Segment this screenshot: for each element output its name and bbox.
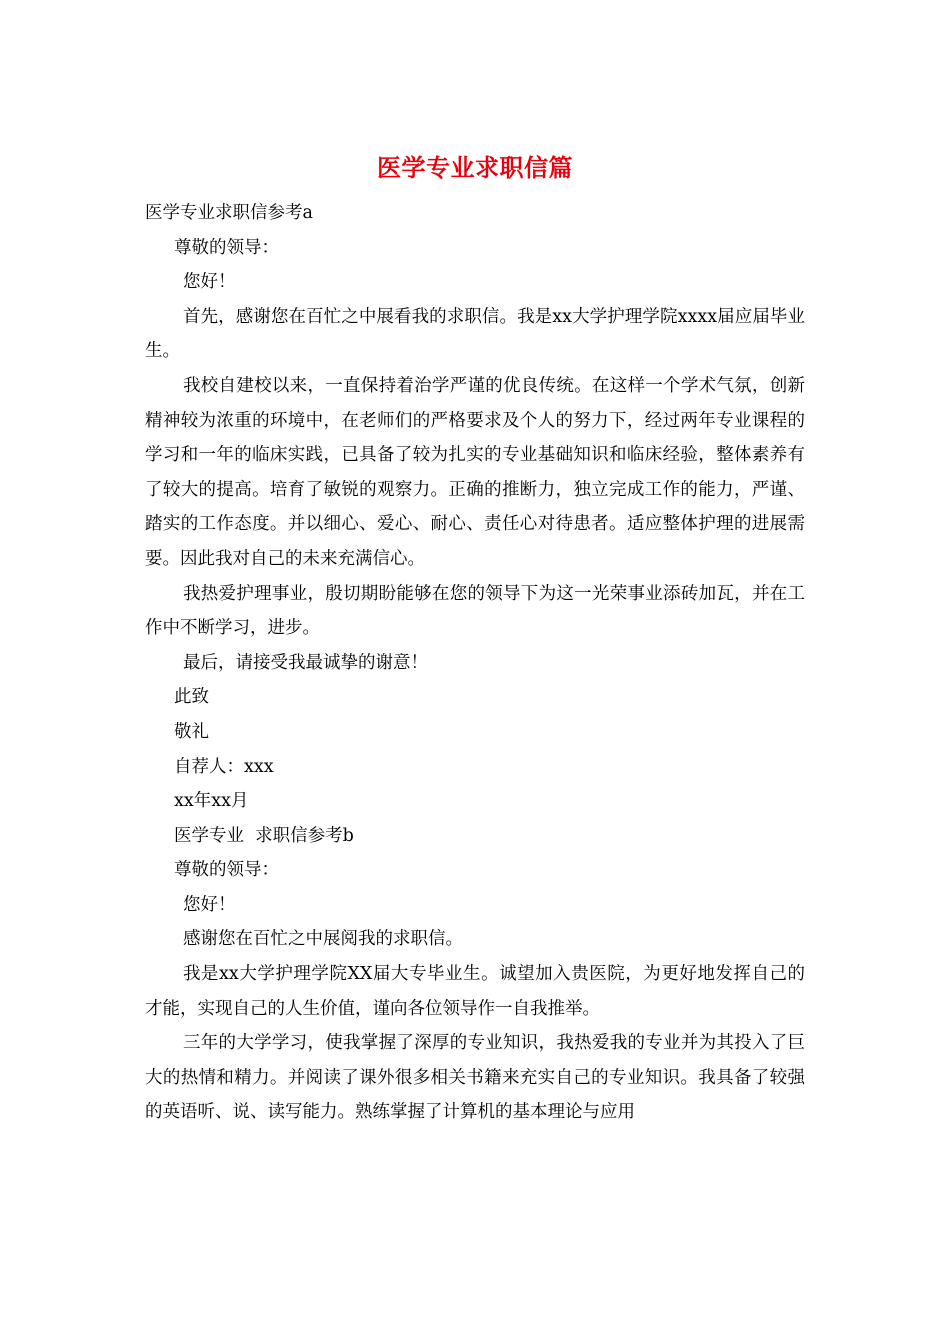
paragraph: 尊敬的领导： <box>174 860 279 881</box>
paragraph: 我校自建校以来，一直保持着治学严谨的优良传统。在这样一个学术气氛，创新精神较为浓重的环境中，在老师们的严格要求及个人的努力下，经过两年专业课程的学习和一年的临床实践，已具备了较为扎实的专业基础知识和临床经验，整体素养有了较大的提高。培育了敏锐的观察力。正确的推断力，独立完成工作的能力，严谨、踏实的工作态度。并以细心、爱心、耐心、责任心对待患者。适应整体护理的进展需要。因此我对自己的未来充满信心。 <box>145 375 805 569</box>
paragraph: 首先，感谢您在百忙之中展看我的求职信。我是xx大学护理学院xxxx届应届毕业生。 <box>145 306 805 362</box>
paragraph: 敬礼 <box>174 721 209 742</box>
document-body <box>145 196 805 1130</box>
paragraph: 我是xx大学护理学院XX届大专毕业生。诚望加入贵医院，为更好地发挥自己的才能，实现自己的人生价值，谨向各位领导作一自我推举。 <box>145 964 805 1019</box>
paragraph: xx年xx月 <box>174 791 249 812</box>
paragraph: 医学专业求职信参考a <box>145 203 313 223</box>
paragraph: 医学专业 求职信参考b <box>174 825 354 846</box>
paragraph: 感谢您在百忙之中展阅我的求职信。 <box>183 929 463 950</box>
paragraph: 您好！ <box>183 272 236 293</box>
paragraph: 三年的大学学习，使我掌握了深厚的专业知识，我热爱我的专业并为其投入了巨大的热情和精力。并阅读了课外很多相关书籍来充实自己的专业知识。我具备了较强的英语听、说、读写能力。熟练掌握了计算机的基本理论与应用 <box>145 1033 805 1123</box>
paragraph: 自荐人：xxx <box>174 756 274 777</box>
paragraph: 尊敬的领导： <box>174 237 279 258</box>
paragraph: 最后，请接受我最诚挚的谢意！ <box>183 652 428 673</box>
paragraph: 您好！ <box>183 894 236 915</box>
document-title: 医学专业求职信篇 <box>377 153 573 182</box>
paragraph: 此致 <box>174 687 209 708</box>
paragraph: 我热爱护理事业，殷切期盼能够在您的领导下为这一光荣事业添砖加瓦，并在工作中不断学习，进步。 <box>145 583 805 639</box>
